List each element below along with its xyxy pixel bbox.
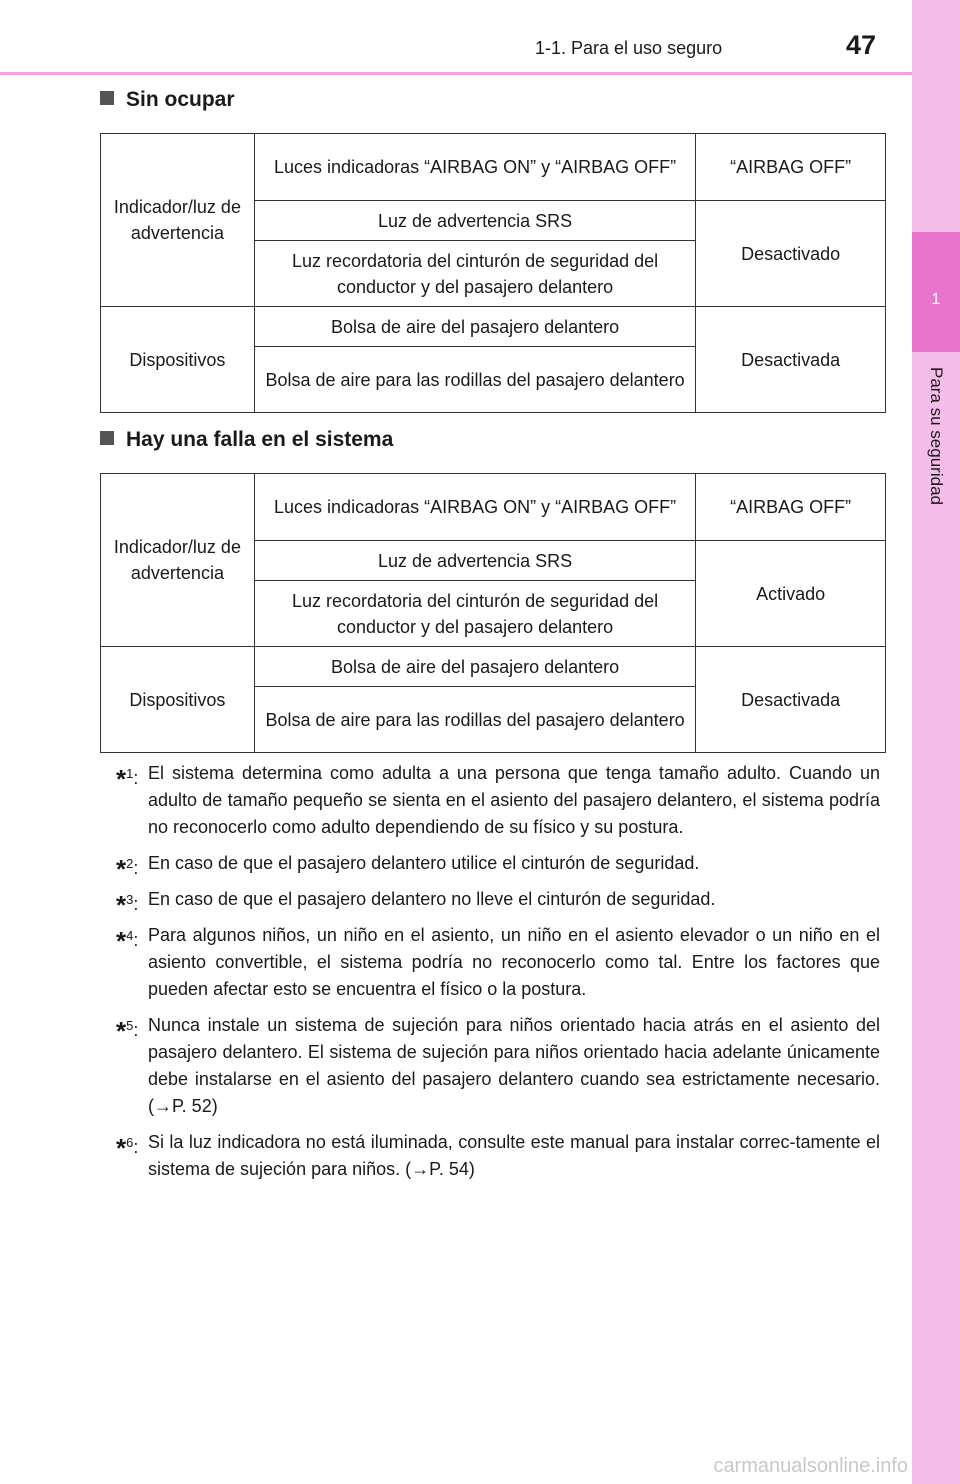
section-heading-text: Sin ocupar xyxy=(126,88,235,111)
footnote-text: En caso de que el pasajero delantero no lleve el cinturón de seguridad. xyxy=(148,889,716,909)
table-cell: Bolsa de aire para las rodillas del pasajero delantero xyxy=(254,347,695,413)
table-cell: “AIRBAG OFF” xyxy=(696,134,886,201)
footnote xyxy=(116,886,880,920)
table-cell-status: Desactivado xyxy=(696,201,886,307)
footnote-text: Nunca instale un sistema de sujeción para niños orientado hacia atrás en el asiento del pasajero delantero. El sistema de sujeción para niños orientado hacia adelante únicamente debe instalarse en el asiento del pasajero delantero cuando sea estrictamente necesario. (→P. 52) xyxy=(148,1015,880,1116)
table-cell: Luz recordatoria del cinturón de seguridad del conductor y del pasajero delantero xyxy=(254,581,695,647)
footnote-text: El sistema determina como adulta a una persona que tenga tamaño adulto. Cuando un adulto de tamaño pequeño se sienta en el asiento del pasajero delantero, el sistema podría no reconocerlo como adulto dependiendo de su físico y su postura. xyxy=(148,763,880,837)
table-cell: Bolsa de aire del pasajero delantero xyxy=(254,307,695,347)
footnotes xyxy=(116,760,880,1192)
table-cell: Luz recordatoria del cinturón de seguridad del conductor y del pasajero delantero xyxy=(254,241,695,307)
footnote xyxy=(116,922,880,1003)
table-cell: Bolsa de aire para las rodillas del pasajero delantero xyxy=(254,687,695,753)
table-cell-status: Desactivada xyxy=(696,647,886,753)
table-row xyxy=(101,134,886,201)
footnote xyxy=(116,1012,880,1120)
table-row xyxy=(101,474,886,541)
footnote xyxy=(116,1129,880,1183)
table-cell-status: Desactivada xyxy=(696,307,886,413)
header-rule xyxy=(0,72,912,75)
table-cell-group-label: Indicador/luz de advertencia xyxy=(101,134,255,307)
footnote-marker: *$^1$: xyxy=(116,764,139,794)
table-cell: Bolsa de aire del pasajero delantero xyxy=(254,647,695,687)
table-cell: Luces indicadoras “AIRBAG ON” y “AIRBAG OFF” xyxy=(254,134,695,201)
table-cell-group-label: Dispositivos xyxy=(101,307,255,413)
chapter-tab-label: Para su seguridad xyxy=(927,367,946,505)
footnote xyxy=(116,760,880,841)
status-table-unoccupied xyxy=(100,133,886,413)
watermark: carmanualsonline.info xyxy=(713,1455,908,1477)
footnote-text: En caso de que el pasajero delantero utilice el cinturón de seguridad. xyxy=(148,853,700,873)
table-cell: Luz de advertencia SRS xyxy=(254,541,695,581)
footnote-marker: *$^3$: xyxy=(116,890,139,920)
side-band xyxy=(912,0,960,1484)
footnote-marker: *$^2$: xyxy=(116,854,139,884)
table-row xyxy=(101,647,886,687)
footnote-text: Para algunos niños, un niño en el asiento, un niño en el asiento elevador o un niño en el asiento convertible, el sistema podría no reconocerlo como tal. Entre los factores que pueden afectar esto se encuentra el físico o la postura. xyxy=(148,925,880,999)
page-number: 47 xyxy=(846,30,877,60)
footnote xyxy=(116,850,880,884)
section-heading-text: Hay una falla en el sistema xyxy=(126,428,394,451)
running-head: 1-1. Para el uso seguro xyxy=(535,38,723,58)
table-cell-status: Activado xyxy=(696,541,886,647)
heading-square-icon xyxy=(100,91,114,105)
table-cell: “AIRBAG OFF” xyxy=(696,474,886,541)
footnote-marker: *$^4$: xyxy=(116,926,139,956)
heading-square-icon xyxy=(100,431,114,445)
footnote-text: Si la luz indicadora no está iluminada, consulte este manual para instalar correc-tamente el sistema de sujeción para niños. (→P. 54) xyxy=(148,1132,880,1179)
section-heading-unoccupied xyxy=(100,87,235,113)
footnote-marker: *$^5$: xyxy=(116,1016,139,1046)
section-heading-system-fault xyxy=(100,427,393,453)
footnote-marker: *$^6$: xyxy=(116,1133,139,1163)
table-cell: Luces indicadoras “AIRBAG ON” y “AIRBAG OFF” xyxy=(254,474,695,541)
status-table-system-fault xyxy=(100,473,886,753)
table-cell: Luz de advertencia SRS xyxy=(254,201,695,241)
table-row xyxy=(101,307,886,347)
table-cell-group-label: Indicador/luz de advertencia xyxy=(101,474,255,647)
chapter-tab-number: 1 xyxy=(931,291,941,308)
table-cell-group-label: Dispositivos xyxy=(101,647,255,753)
